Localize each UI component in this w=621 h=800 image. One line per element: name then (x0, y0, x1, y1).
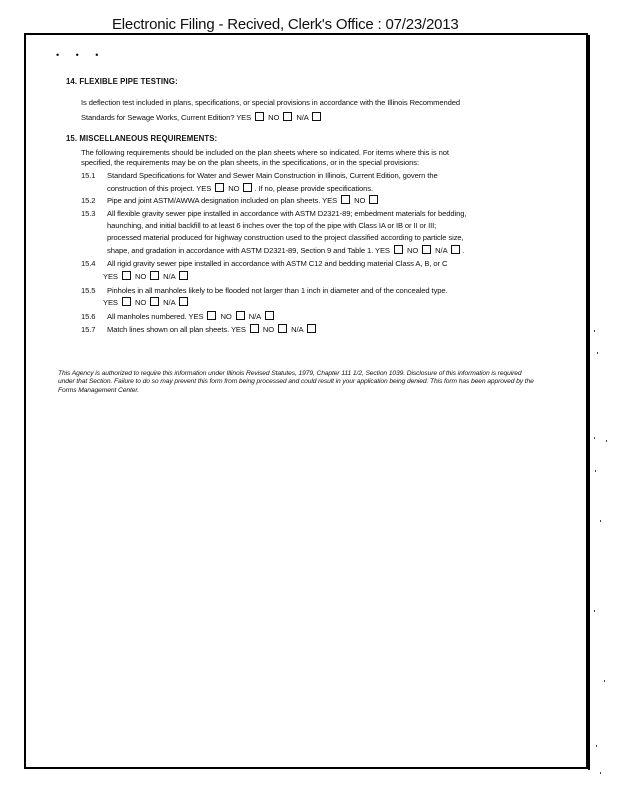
na-label: N/A (435, 246, 448, 255)
item-text: Pipe and joint ASTM/AWWA designation included on plan sheets. YES (107, 196, 338, 205)
no-label: NO (134, 272, 147, 281)
na-checkbox[interactable] (265, 311, 274, 320)
scan-speck (594, 330, 595, 332)
item-text: All flexible gravity sewer pipe installed in accordance with ASTM D2321-89; embedment materials for bedding, (107, 209, 467, 218)
na-label: N/A (291, 325, 304, 334)
page-edge (588, 35, 590, 770)
disclosure-footer: This Agency is authorized to require this information under Illinois Revised Statutes, 1979, Chapter 111 1/2, Section 1039. Disclosure of this information is required under that Section. Failure to do so may prevent this form from being processed and could result in your application being denied. This form has been approved by the Forms Management Center. (58, 370, 534, 394)
item-text: . (462, 246, 465, 255)
no-label: NO (228, 184, 240, 193)
no-checkbox[interactable] (243, 183, 252, 192)
no-label: NO (354, 196, 366, 205)
item-number: 15.7 (81, 325, 96, 334)
na-checkbox[interactable] (179, 297, 188, 306)
item-15-1 (81, 171, 438, 182)
item-text: construction of this project. YES (107, 184, 212, 193)
no-label: NO (220, 312, 232, 321)
yes-checkbox[interactable] (122, 297, 131, 306)
scan-speck (597, 352, 598, 354)
item-15-5-answers (103, 297, 190, 309)
section-14-title: 14. FLEXIBLE PIPE TESTING: (66, 77, 178, 86)
no-label: NO (134, 298, 147, 307)
filing-stamp-header: Electronic Filing - Recived, Clerk's Office : 07/23/2013 (112, 16, 459, 33)
item-15-1-answers (107, 183, 373, 195)
item-text: All rigid gravity sewer pipe installed in accordance with ASTM C12 and bedding material Class A, B, or C (107, 259, 448, 268)
no-label: NO (268, 113, 280, 122)
section-15-title: 15. MISCELLANEOUS REQUIREMENTS: (66, 134, 218, 143)
yes-checkbox[interactable] (250, 324, 259, 333)
item-15-2 (81, 195, 380, 207)
no-checkbox[interactable] (236, 311, 245, 320)
scan-speck (600, 520, 601, 522)
na-checkbox[interactable] (312, 112, 321, 121)
section-15-intro-1: The following requirements should be included on the plan sheets where so indicated. For items where this is not (81, 148, 449, 157)
na-label: N/A (248, 312, 261, 321)
yes-label: YES (103, 272, 118, 281)
page-frame (24, 33, 588, 769)
no-label: NO (262, 325, 275, 334)
item-15-7 (81, 324, 318, 336)
yes-checkbox[interactable] (215, 183, 224, 192)
no-checkbox[interactable] (150, 297, 159, 306)
no-checkbox[interactable] (283, 112, 292, 121)
item-15-3 (81, 209, 466, 220)
section-14-question: Standards for Sewage Works, Current Edition? YES (81, 113, 252, 122)
item-number: 15.4 (81, 259, 96, 268)
section-15-intro-2: specified, the requirements may be on the plan sheets, in the specifications, or in the special provisions: (81, 158, 419, 167)
na-checkbox[interactable] (307, 324, 316, 333)
no-label: NO (406, 246, 419, 255)
item-number: 15.3 (81, 209, 96, 218)
no-checkbox[interactable] (369, 195, 378, 204)
scan-speck (596, 745, 597, 747)
item-number: 15.2 (81, 196, 96, 205)
item-number: 15.6 (81, 312, 96, 321)
page-marks: • • • (56, 50, 106, 60)
yes-checkbox[interactable] (122, 271, 131, 280)
scan-speck (606, 440, 607, 442)
section-14-line1: Is deflection test included in plans, specifications, or special provisions in accordance with the Illinois Recommended (81, 98, 460, 107)
scan-speck (595, 470, 596, 472)
item-15-5 (81, 286, 448, 297)
item-text: Standard Specifications for Water and Sewer Main Construction in Illinois, Current Edition, govern the (107, 171, 438, 180)
item-15-4 (81, 259, 447, 270)
na-label: N/A (296, 113, 309, 122)
section-14-line2 (81, 112, 323, 124)
na-label: N/A (163, 272, 176, 281)
item-number: 15.5 (81, 286, 96, 295)
item-15-4-answers (103, 271, 190, 283)
scan-speck (594, 437, 595, 439)
yes-checkbox[interactable] (394, 245, 403, 254)
item-text: Pinholes in all manholes likely to be flooded not larger than 1 inch in diameter and of the concealed type. (107, 286, 448, 295)
yes-label: YES (103, 298, 118, 307)
no-checkbox[interactable] (278, 324, 287, 333)
item-15-6 (81, 311, 276, 323)
no-checkbox[interactable] (150, 271, 159, 280)
na-checkbox[interactable] (179, 271, 188, 280)
item-15-3-line3: processed material produced for highway construction used to the project classified according to particle size, (107, 233, 464, 242)
na-checkbox[interactable] (451, 245, 460, 254)
yes-checkbox[interactable] (341, 195, 350, 204)
scan-speck (594, 610, 595, 612)
scan-speck (600, 772, 601, 774)
yes-checkbox[interactable] (207, 311, 216, 320)
item-text: Match lines shown on all plan sheets. YES (107, 325, 246, 334)
scan-speck (604, 680, 605, 682)
item-number: 15.1 (81, 171, 96, 180)
item-15-3-line2: haunching, and initial backfill to at least 6 inches over the top of the pipe with Class IA or IB or II or III; (107, 221, 437, 230)
no-checkbox[interactable] (422, 245, 431, 254)
na-label: N/A (163, 298, 176, 307)
item-15-3-answers (107, 245, 464, 257)
item-text: . If no, please provide specifications. (254, 184, 373, 193)
item-text: shape, and gradation in accordance with ASTM D2321-89, Section 9 and Table 1. YES (107, 246, 390, 255)
item-text: All manholes numbered. YES (107, 312, 204, 321)
yes-checkbox[interactable] (255, 112, 264, 121)
